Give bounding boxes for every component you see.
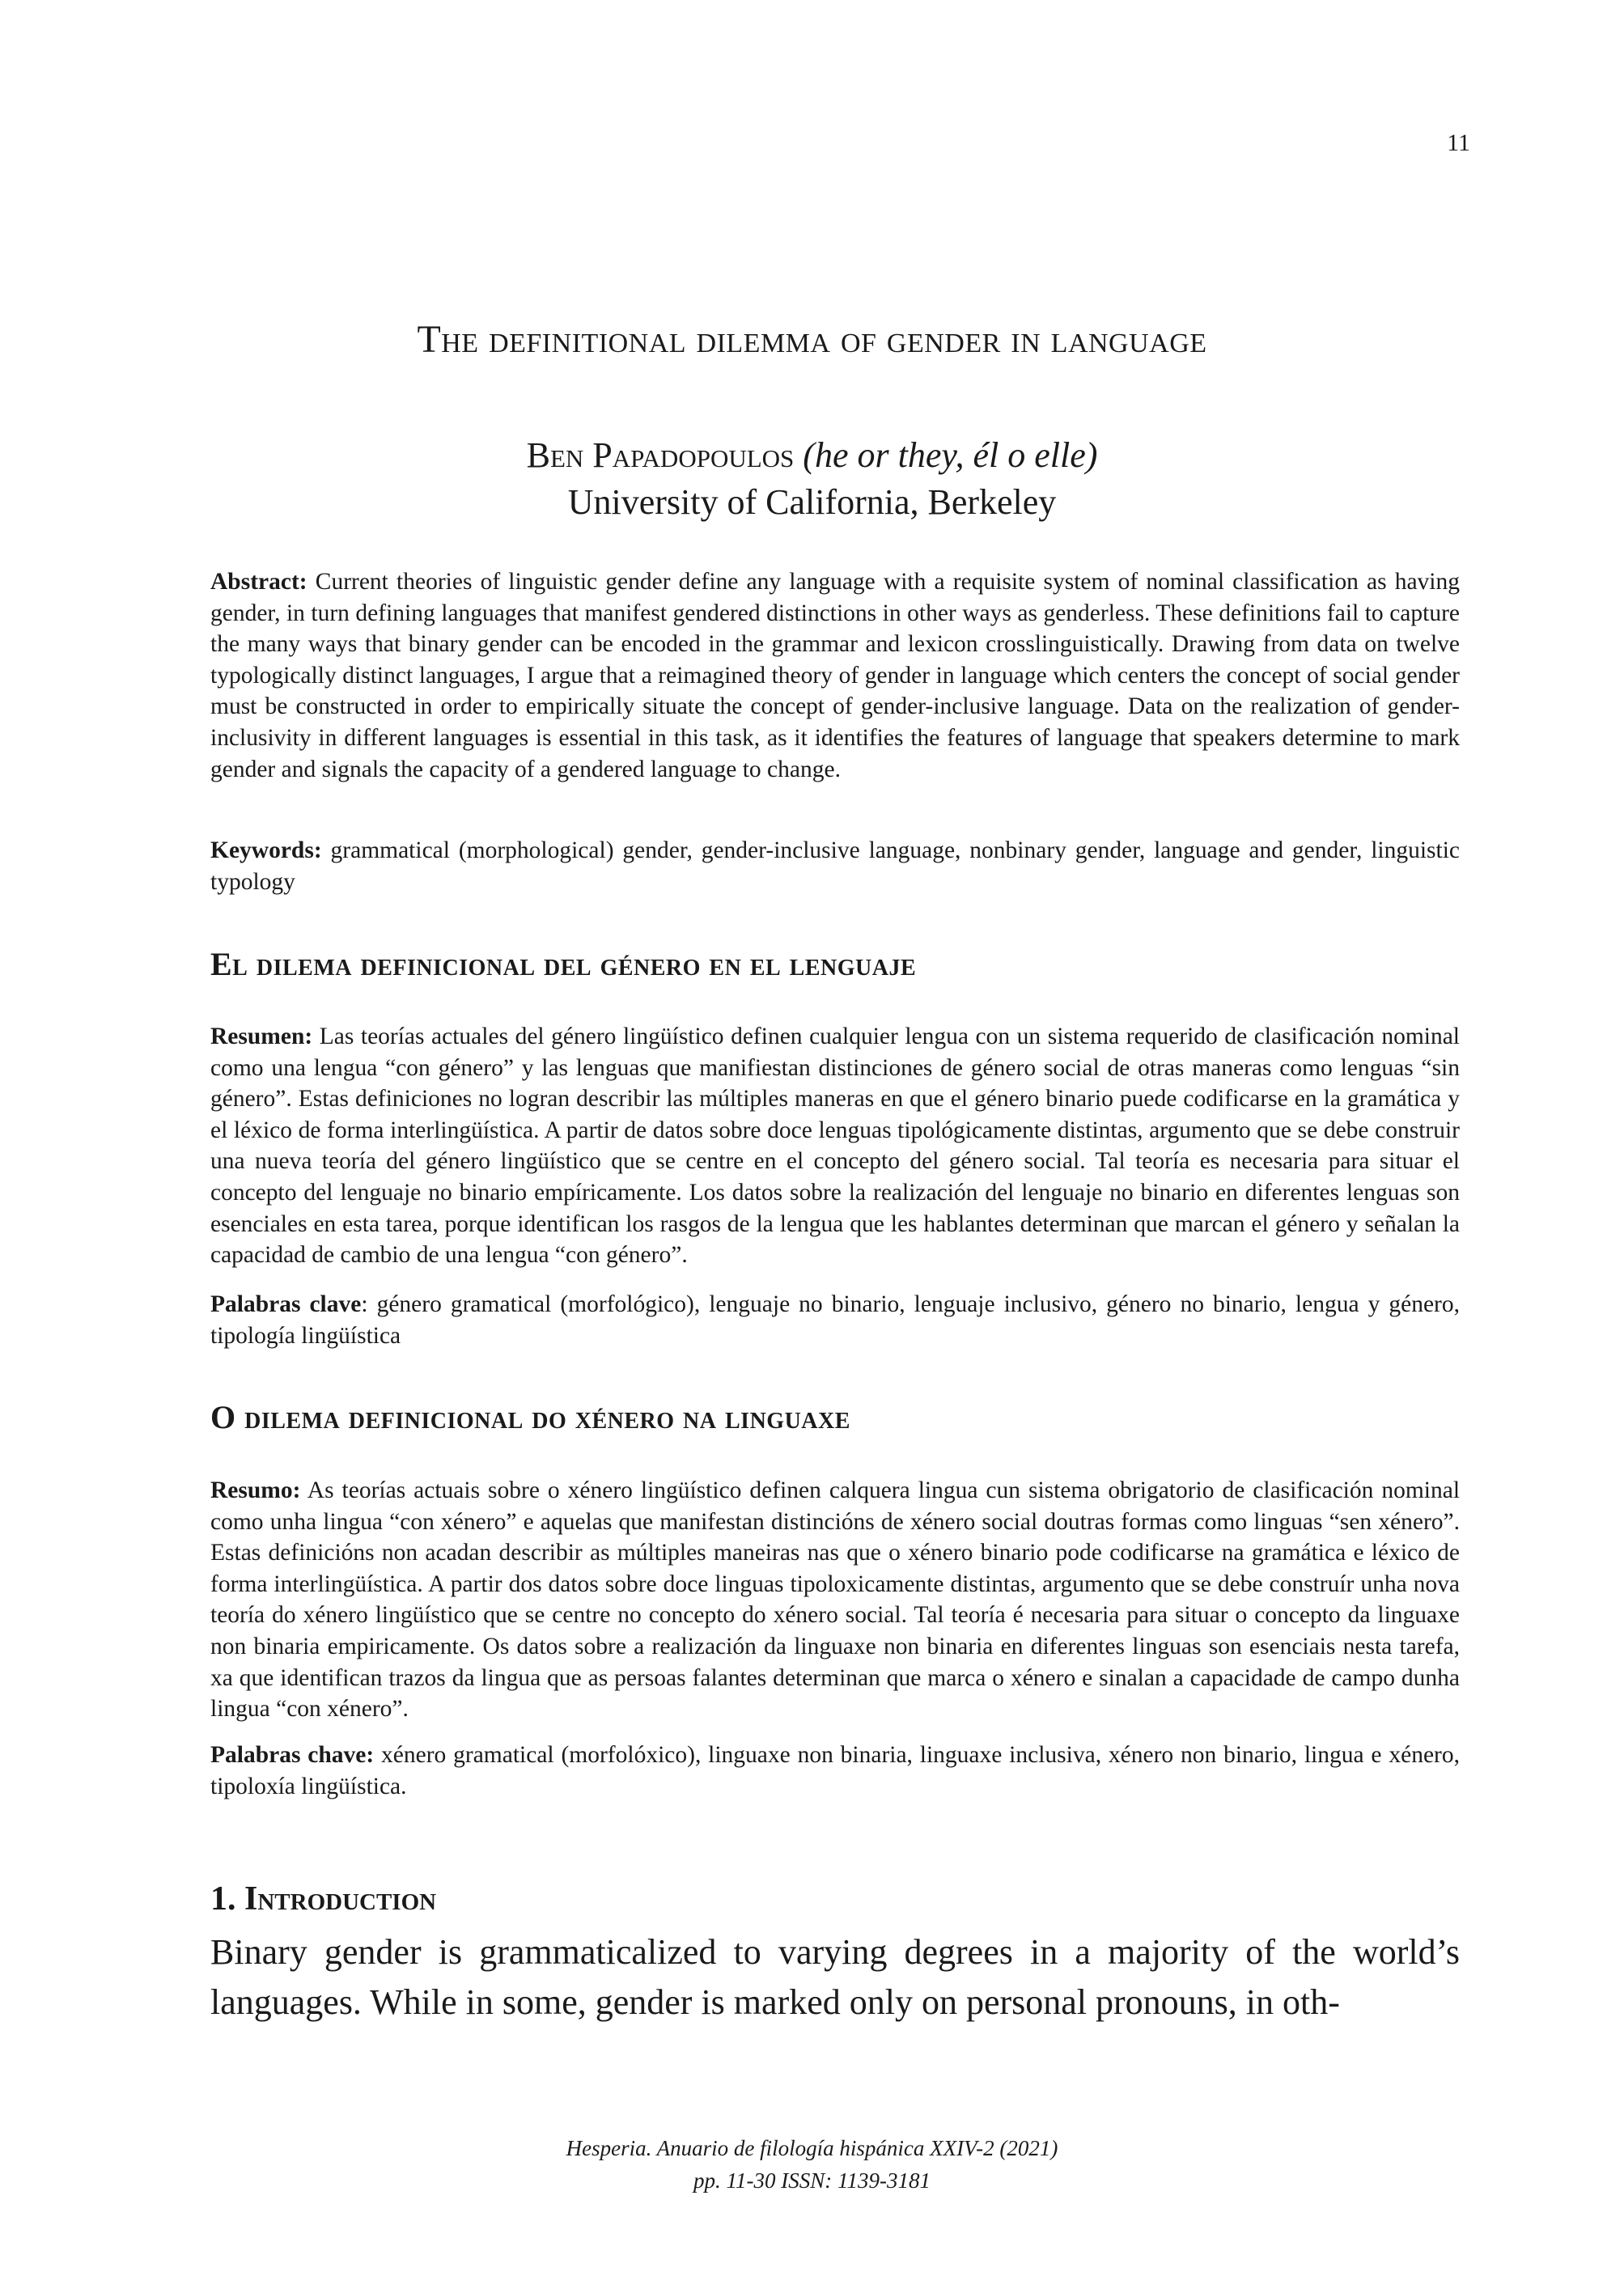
- keywords-es-text: : género gramatical (morfológico), lenguaje no binario, lenguaje inclusivo, género no binario, lengua y género, tipología lingüística: [210, 1291, 1460, 1349]
- author-line: [0, 432, 1624, 479]
- author-name: Ben Papadopoulos: [526, 435, 795, 475]
- keywords-en-text: grammatical (morphological) gender, gender-inclusive language, nonbinary gender, language and gender, linguistic typology: [210, 837, 1461, 895]
- article-title: The definitional dilemma of gender in language: [417, 318, 1207, 361]
- keywords-en-label: Keywords:: [210, 837, 322, 863]
- author-affiliation: University of California, Berkeley: [567, 482, 1057, 522]
- footer-pages-issn: pp. 11-30 ISSN: 1139-3181: [693, 2168, 931, 2193]
- keywords-gl-text: xénero gramatical (morfolóxico), linguaxe non binaria, linguaxe inclusiva, xénero non binario, lingua e xénero, tipoloxía lingüística.: [210, 1742, 1460, 1799]
- keywords-es-label: Palabras clave: [210, 1291, 362, 1317]
- heading-gl: O dilema definicional do xénero na linguaxe: [210, 1399, 850, 1435]
- keywords-es: [210, 1289, 1460, 1351]
- abstract-gl-text: As teorías actuais sobre o xénero lingüístico definen calquera lingua cun sistema obrigatorio de clasificación nominal como unha lingua “con xénero” e aquelas que manifestan distincións de xénero social doutras formas como linguas “sen xénero”. Estas definicións non acadan describir as múltiples maneiras nas que o xénero binario pode codificarse na gramática e léxico de forma interlingüística. A partir dos datos sobre doce linguas tipoloxicamente distintas, argumento que se debe construír unha nova teoría do xénero lingüístico que se centre no concepto do xénero social. Tal teoría é necesaria para situar o concepto da linguaxe non binaria empiricamente. Os datos sobre a realización da linguaxe non binaria en diferentes linguas son esenciais nesta tarefa, xa que identifican trazos da lingua que as persoas falantes determinan que marca o xénero e sinalan a capacidade de campo dunha lingua “con xénero”.: [210, 1477, 1461, 1723]
- keywords-gl: [210, 1740, 1460, 1802]
- footer-journal: Hesperia. Anuario de filología hispánica XXIV-2 (2021): [566, 2136, 1058, 2160]
- heading-es: El dilema definicional del género en el lenguaje: [210, 946, 917, 982]
- abstract-en-label: Abstract:: [210, 569, 307, 595]
- abstract-es-label: Resumen:: [210, 1024, 313, 1049]
- abstract-es: [210, 1021, 1460, 1271]
- page-number: 11: [1447, 129, 1470, 156]
- author-pronouns: (he or they, él o elle): [803, 435, 1098, 475]
- abstract-gl-label: Resumo:: [210, 1477, 301, 1503]
- abstract-en: [210, 566, 1460, 785]
- introduction-text: Binary gender is grammaticalized to varying degrees in a majority of the world’s languages. While in some, gender is marked only on personal pronouns, in oth-: [210, 1932, 1460, 2022]
- author-block: [0, 432, 1624, 526]
- abstract-es-text: Las teorías actuales del género lingüístico definen cualquier lengua con un sistema requerido de clasificación nominal como una lengua “con género” y las lenguas que manifiestan distinciones de género social de otras maneras como lenguas “sin género”. Estas definiciones no logran describir las múltiples maneras en que el género binario puede codificarse en la gramática y el léxico de forma interlingüística. A partir de datos sobre doce lenguas tipológicamente distintas, argumento que se debe construir una nueva teoría del género lingüístico que se centre en el concepto del género social. Tal teoría es necesaria para situar el concepto del lenguaje no binario empíricamente. Los datos sobre la realización del lenguaje no binario en diferentes lenguas son esenciales en esta tarea, porque identifican los rasgos de la lengua que les hablantes determinan que marcan el género y señalan la capacidad de cambio de una lengua “con género”.: [210, 1024, 1460, 1269]
- abstract-gl: [210, 1475, 1460, 1725]
- introduction-heading: 1. Introduction: [210, 1880, 437, 1918]
- keywords-en: [210, 835, 1460, 897]
- abstract-en-text: Current theories of linguistic gender define any language with a requisite system of nominal classification as having gender, in turn defining languages that manifest gendered distinctions in other ways as genderless. These definitions fail to capture the many ways that binary gender can be encoded in the grammar and lexicon crosslinguistically. Drawing from data on twelve typologically distinct languages, I argue that a reimagined theory of gender in language which centers the concept of social gender must be constructed in order to empirically situate the concept of gender-inclusive language. Data on the realization of gender-inclusivity in different languages is essential in this task, as it identifies the features of language that speakers determine to mark gender and signals the capacity of a gendered language to change.: [210, 569, 1460, 782]
- keywords-gl-label: Palabras chave:: [210, 1742, 375, 1768]
